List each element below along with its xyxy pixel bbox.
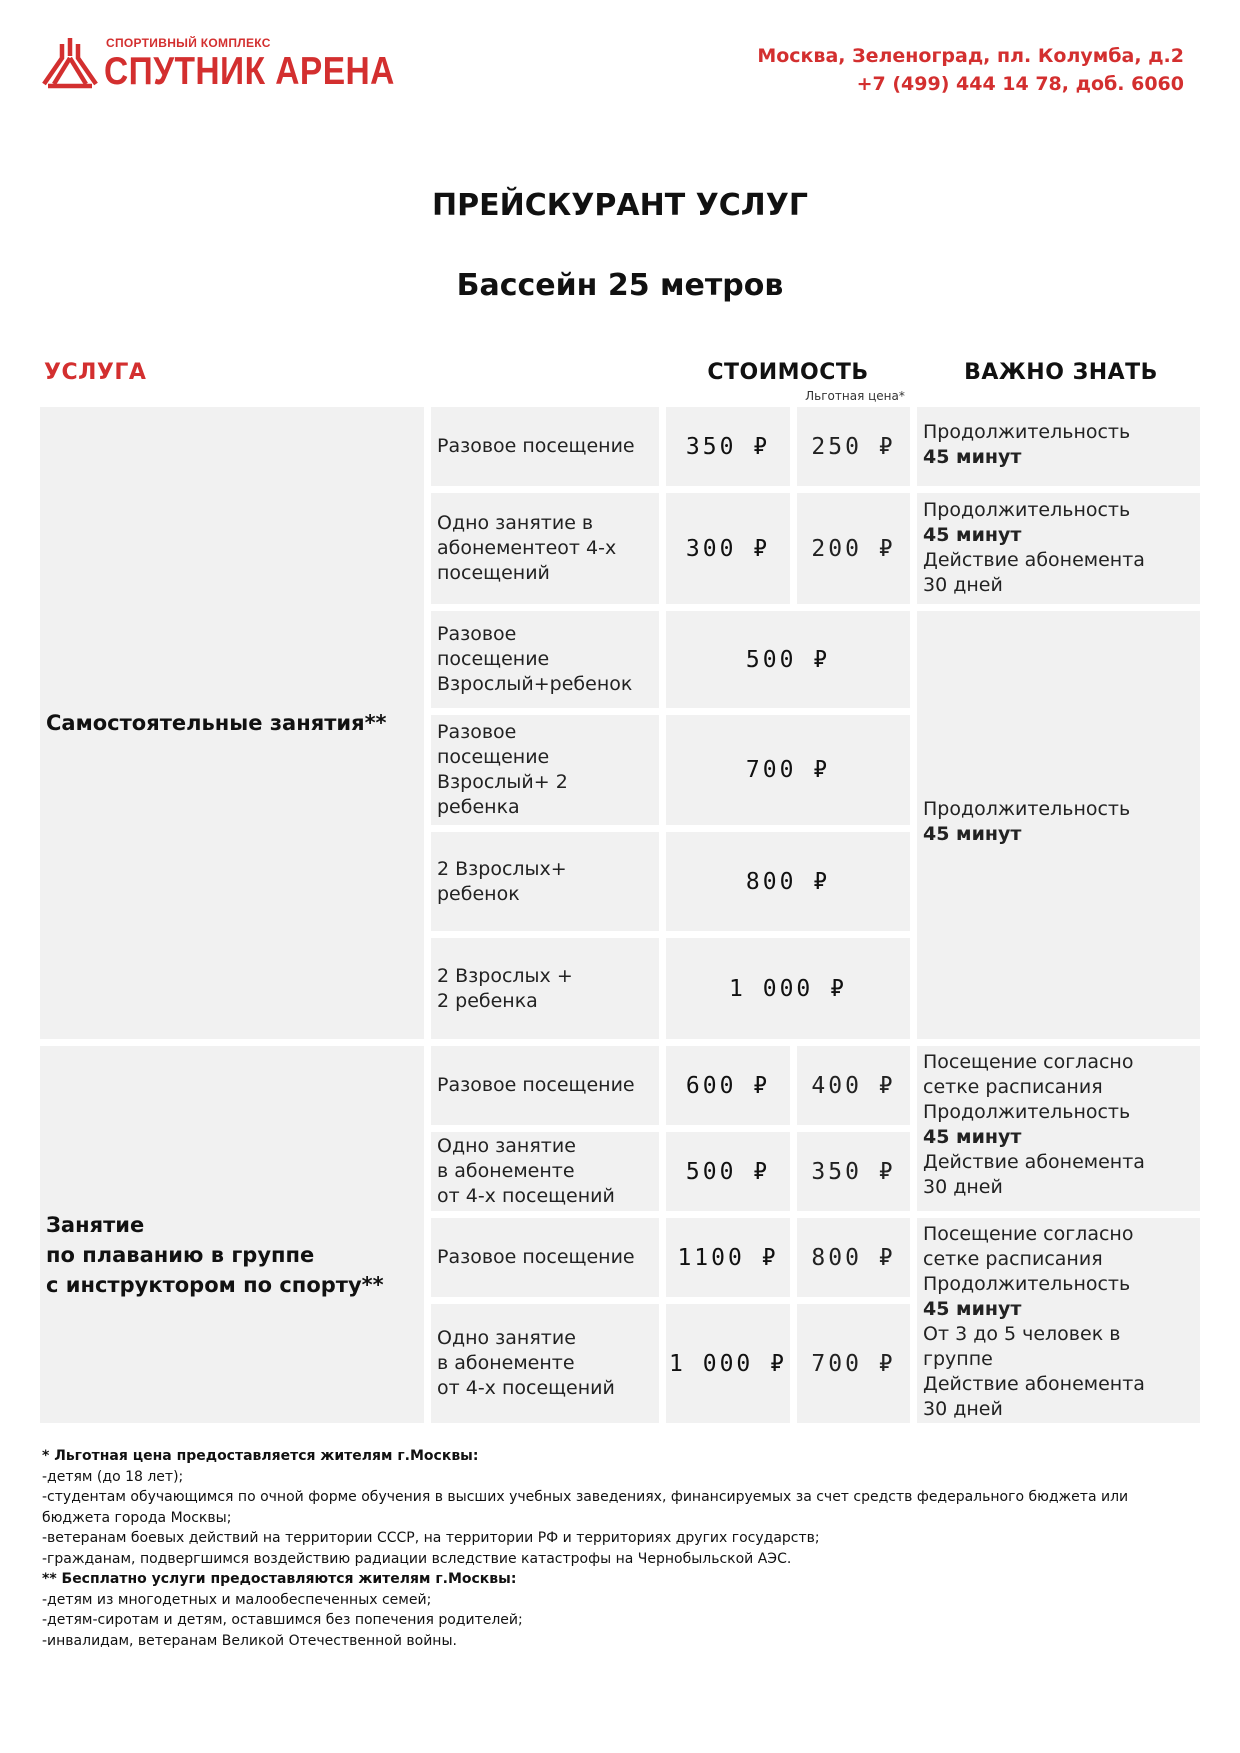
discount-value: 200 ₽ [811,535,896,562]
price-cell [666,1046,790,1125]
info-line: Посещение согласно [923,1051,1134,1073]
info-cell [917,1218,1200,1423]
info-line: Посещение согласно [923,1223,1134,1245]
service-text: Одно занятие [437,1135,576,1157]
table-row-service [431,611,659,708]
price-cell [666,493,790,604]
info-bold: 45 минут [923,1126,1022,1148]
table-row-service [431,1218,659,1297]
info-line: Действие абонемента [923,1151,1145,1173]
service-text: в абонементе [437,1160,575,1182]
info-bold: 45 минут [923,1298,1022,1320]
info-cell [917,493,1200,604]
price-value: 1 000 ₽ [669,1350,787,1377]
service-text: Разовое посещение [437,435,635,457]
info-cell [917,1046,1200,1211]
address: Москва, Зеленоград, пл. Колумба, д.2 [757,45,1184,67]
footnotes [42,1446,1202,1651]
service-text: 2 Взрослых + 2 ребенка [437,964,573,1012]
discount-value: 700 ₽ [811,1350,896,1377]
info-line: От 3 до 5 человек в [923,1323,1121,1345]
info-line: Действие абонемента [923,549,1145,571]
price-cell [666,611,910,708]
logo-brand-text: СПУТНИК АРЕНА [104,50,395,93]
discount-price-cell [797,407,910,486]
info-line: Продолжительность [923,798,1131,820]
price-cell [666,1218,790,1297]
group-label-text: с инструктором по спорту** [46,1272,384,1297]
info-cell [917,611,1200,1039]
footnote-line: -ветеранам боевых действий на территории СССР, на территории РФ и территориях других государств; [42,1530,820,1546]
service-text: Разовое посещение Взрослый+ 2 ребенка [437,721,568,818]
price-value: 1 000 ₽ [729,975,847,1002]
discount-price-cell [797,1046,910,1125]
price-value: 700 ₽ [745,757,831,783]
info-bold: 45 минут [923,524,1022,546]
phone: +7 (499) 444 14 78, доб. 6060 [856,73,1184,95]
info-bold: 45 минут [923,823,1022,845]
logo-mark-icon [40,36,100,92]
discount-value: 350 ₽ [811,1158,896,1185]
column-header-important: ВАЖНО ЗНАТЬ [964,360,1158,385]
table-row-service [431,1132,659,1211]
table-row-service [431,1304,659,1423]
info-line: Продолжительность [923,1273,1131,1295]
discount-price-cell [797,1132,910,1211]
price-cell [666,832,910,931]
service-text: от 4-х посещений [437,1185,615,1207]
price-cell [666,938,910,1039]
info-line: 30 дней [923,1176,1003,1198]
footnote-line: -инвалидам, ветеранам Великой Отечественной войны. [42,1632,457,1649]
price-cell [666,1132,790,1211]
info-cell [917,407,1200,486]
service-text: в абонементе [437,1352,575,1374]
group-label-text: по плаванию в группе [46,1242,315,1267]
footnote-line: -студентам обучающимся по очной форме обучения в высших учебных заведениях, финансируемых за счет средств федерального бюджета или бюджета города Москвы; [42,1489,1129,1526]
column-header-cost: СТОИМОСТЬ [707,360,869,385]
price-value: 500 ₽ [685,1158,771,1185]
service-text: 2 Взрослых+ ребенок [437,857,567,905]
info-line: Продолжительность [923,421,1131,443]
service-text: Разовое посещение [437,1246,635,1268]
price-value: 800 ₽ [745,868,831,895]
info-line: Продолжительность [923,499,1131,521]
info-line: Продолжительность [923,1101,1131,1123]
service-text: Разовое посещение [437,1074,635,1096]
price-cell [666,407,790,486]
service-text: Одно занятие [437,1327,576,1349]
footnote-heading: * Льготная цена предоставляется жителям г.Москвы: [42,1448,479,1464]
info-line: Действие абонемента [923,1373,1145,1395]
price-cell [666,715,910,825]
footnote-line: -детям (до 18 лет); [42,1468,184,1485]
footnote-line: -детям-сиротам и детям, оставшимся без попечения родителей; [42,1612,523,1628]
footnote-line: -гражданам, подвергшимся воздействию радиации вследствие катастрофы на Чернобыльской АЭС. [42,1550,792,1567]
info-line: сетке расписания [923,1076,1103,1098]
table-row-service [431,832,659,931]
price-value: 350 ₽ [685,433,771,460]
page-subtitle: Бассейн 25 метров [456,268,784,303]
info-line: группе [923,1348,993,1370]
discount-value: 800 ₽ [811,1244,896,1271]
price-value: 1100 ₽ [677,1244,779,1271]
price-cell [666,1304,790,1423]
info-bold: 45 минут [923,446,1022,468]
service-text: Одно занятие в абонементеот 4-х посещений [437,512,617,584]
group-label-instructor [40,1046,424,1423]
page-title: ПРЕЙСКУРАНТ УСЛУГ [432,188,808,223]
discount-price-cell [797,1304,910,1423]
info-line: сетке расписания [923,1248,1103,1270]
table-row-service [431,407,659,486]
group-label-text: Занятие [46,1212,145,1237]
discount-price-cell [797,1218,910,1297]
footnote-line: -детям из многодетных и малообеспеченных семей; [42,1591,432,1608]
logo [40,34,395,96]
table-row-service [431,493,659,604]
table-row-service [431,938,659,1039]
price-value: 300 ₽ [685,535,771,562]
contact-block [757,42,1184,98]
discount-value: 250 ₽ [811,433,896,460]
price-value: 500 ₽ [745,646,831,673]
logo-small-text: СПОРТИВНЫЙ КОМПЛЕКС [106,36,271,50]
price-value: 600 ₽ [685,1072,771,1099]
column-header-service: УСЛУГА [44,360,147,385]
group-label-self [40,407,424,1039]
group-label-text: Самостоятельные занятия** [46,711,387,735]
footnote-heading: ** Бесплатно услуги предоставляются жителям г.Москвы: [42,1571,517,1587]
column-header-discount-note: Льготная цена* [805,389,905,403]
info-line: 30 дней [923,574,1003,596]
discount-value: 400 ₽ [811,1072,896,1099]
table-row-service [431,715,659,825]
service-text: от 4-х посещений [437,1377,615,1399]
table-row-service [431,1046,659,1125]
service-text: Разовое посещение Взрослый+ребенок [437,623,633,695]
discount-price-cell [797,493,910,604]
info-line: 30 дней [923,1398,1003,1420]
